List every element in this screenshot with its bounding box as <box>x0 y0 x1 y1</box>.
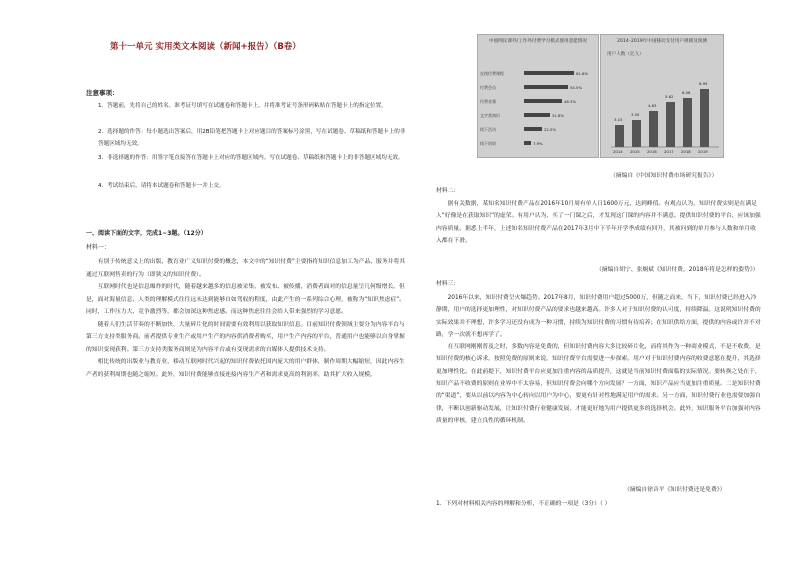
fig2-bar <box>666 102 675 147</box>
fig2-bar <box>632 120 641 147</box>
fig1-bar <box>524 85 568 89</box>
notes-heading: 注意事项： <box>86 89 119 97</box>
material-3-label: 材料三： <box>436 281 460 287</box>
note-item-1: 1．答题前，先将自己的姓名、准考证号填写在试题卷和答题卡上，并将准考证号条形码粘贴在答题卡上的指定位置。 <box>98 103 387 109</box>
m3-paragraph: 2016年以来，知识付费呈火爆趋势。2017年8月，知识付费用户超过5000万，但随之而来，当下，知识付费已经进入冷静期，用户的选择更加理性，对知识付费产品的要求也越来越高。许多人对于知识付费的认可度，持续降温。这说明知识付费的实际效果并不理想，许多学习还没有成为一种习惯，持续为知识付费的习惯有待培养；在知识供给方面，提供的内容或许并不对路，学一次就不想再学了。 <box>436 295 761 338</box>
fig1-category: 线下活动 <box>480 127 496 132</box>
fig2-bar <box>700 89 709 147</box>
fig1-category: 付费音频 <box>480 99 496 104</box>
fig1-category: 付费会员 <box>480 85 496 90</box>
material-1-body <box>86 256 406 381</box>
fig1-category: 在线付费课程 <box>480 71 504 76</box>
question-1: 1．下列对材料相关内容的理解和分析，不正确的一项是（3分）（ ） <box>436 501 611 507</box>
m1-paragraph: 随着人们生活节奏的不断加快，大量碎片化的时间需要有效利用以获取知识信息。目前知识付费领域主要分为内容平台与第三方支持类服务商。前者提供专业生产或用户生产的内容供消费者购买，用户生产内容的平台，普通用户也能够以自身掌握的知识变现获利。第三方支持类服务商则是为内容平台或有变现需求的自媒体人提供技术支持。 <box>86 321 405 353</box>
note-item-2: 2．选择题的作答：每小题选出答案后，用2B铅笔把答题卡上对应题目的答案标号涂黑，写在试题卷、草稿纸和答题卡上的非答题区域均无效。 <box>98 129 406 147</box>
source-1: （摘编自《中国知识付费市场研究报告》） <box>610 173 718 179</box>
m1-paragraph: 相比传统的出版业与教育业，移动互联网时代兴起的知识付费依托国内庞大的用户群体，制作周期大幅缩短，因此内容生产者的获利周期也随之缩短。此外，知识付费能够直接连接内容生产者和需求更高的利润率，助其扩大收入规模。 <box>86 359 405 378</box>
fig2-year: 2015 <box>630 149 640 154</box>
fig1-category: 线下培训 <box>480 141 496 146</box>
fig2-year: 2017 <box>664 149 674 154</box>
fig2-y-axis-label: 用户人数（亿人） <box>607 52 644 57</box>
fig2-value: 4.63 <box>648 103 657 108</box>
fig1-bar <box>524 71 574 75</box>
fig1-value: 54.5% <box>570 85 583 90</box>
fig2-value: 6.99 <box>699 81 708 86</box>
figure-bar-chart <box>477 34 599 158</box>
note-item-4: 4．考试结束后，请将本试题卷和答题卡一并上交。 <box>98 183 225 189</box>
fig2-value: 6.06 <box>682 90 691 95</box>
fig2-plot <box>601 35 723 157</box>
fig2-value: 3.55 <box>631 112 640 117</box>
fig1-value: 22.5% <box>544 127 557 132</box>
source-2: （摘编自胡宁、张炯斌《知识付费，2018年将是怎样的姿势》） <box>596 267 759 273</box>
section-heading: 一、阅读下面的文字，完成1~3题。（12分） <box>86 230 207 237</box>
m3-paragraph: 在互联网刚刚普及之时，多数内容是免费的，但知识付费内容大多比较碎片化，而将其作为一种商业模式，不是不收费，是知识付费的核心诉求，按照免费的原则来说，知识付费平台需要进一步探索。用户对于知识付费内容的收费意愿在提升，其选择更加理性化。在此前提下，知识付费平台应更加注重内容的品质提升，这就是当前知识付费面临的实际情况。要转换之处在于，知识产品不收费的原则在业界中不太容易，但知识付费会向哪个方向发展？一方面，知识产品应当更加注重质量。二是知识付费的“渠道”，要从以前以内容为中心转向以用户为中心，要更有针对性地满足用户的需求。另一方面，知识付费行业也需要加强自律，不断以创新驱动发展，让知识付费行业健康发展，才能更好地为用户提供更多的选择机会。此外，知识服务平台加强对内容质量的审核，建立良性的循环机制。 <box>436 344 761 424</box>
figure-2-title: 2014–2019年中国移动支付用户规模及预测 <box>617 39 707 44</box>
m1-paragraph: 互联网时代也是信息爆炸的时代，随着越来越多的信息被采集、被发布、被传播，消费者面对的信息量呈几何级增长。但是，面对海量信息，人类的理解模式往往远未达到能够自如驾驭的程度，由此产生的一系列综合心理，被称为“知识焦虑症”。同时，工作压力大、竞争激烈等，都会加深这种焦虑感。而这种焦虑往往会给人带来强烈的学习意愿。 <box>86 284 406 315</box>
note-item-3: 3．非选择题的作答：用签字笔直接答在答题卡上对应的答题区域内。写在试题卷、草稿纸和答题卡上的非答题区域均无效。 <box>98 155 404 161</box>
m1-paragraph: 有别于传统意义上的出版、教育业广义知识付费的概念，本文中的“知识付费”主要指将知识信息加工为产品、服务并将其通过互联网售卖的行为（即狭义的知识付费）。 <box>86 259 406 278</box>
material-2-label: 材料二： <box>436 188 460 194</box>
fig2-year: 2014 <box>613 149 623 154</box>
fig2-value: 5.62 <box>665 94 674 99</box>
fig1-value: 61.6% <box>576 71 589 76</box>
fig1-bar <box>524 127 542 131</box>
material-2-body <box>436 198 761 247</box>
fig2-bar <box>683 98 692 147</box>
fig2-value: 3.15 <box>614 117 623 122</box>
m2-paragraph: 据有关数据，某知名知识付费产品在2016年10月周有单人日1600万元，达到峰值。有观点认为，知识付费实则是在满足人“好像是在获取知识”的虚荣。有用户认为，买了一门课之后，才发现这门课的内容并不满意。提供知识付费的平台，应该加强内容质量。据悉上半年，上述知名知识付费产品在2017年3月中下半年开学季成绩有回升，其被问到的单月参与人数和单月收入都在下滑。 <box>436 201 761 244</box>
material-3-body <box>436 292 761 427</box>
fig1-bar <box>524 99 562 103</box>
material-1-label: 材料一： <box>86 244 111 251</box>
fig2-bar <box>649 111 658 147</box>
fig1-category: 文字类知识 <box>480 113 500 118</box>
fig1-value: 46.3% <box>564 99 577 104</box>
source-3: （摘编自徐音平《知识付费还是免费》） <box>624 487 726 493</box>
fig2-bar <box>615 125 624 147</box>
page-title: 第十一单元 实用类文本阅读（新闻+报告）（B卷） <box>110 42 301 52</box>
fig2-year: 2016 <box>647 149 657 154</box>
fig1-value: 7.9% <box>533 141 543 146</box>
fig2-year: 2019 <box>698 149 708 154</box>
fig1-value: 31.8% <box>552 113 565 118</box>
fig2-year: 2018 <box>681 149 691 154</box>
figure-1-title: 中国网民课外/工作外付费学习模式使用意愿情况 <box>488 39 588 44</box>
fig1-bar <box>524 113 550 117</box>
fig1-bar <box>524 141 531 145</box>
figure-column-chart <box>600 34 724 158</box>
